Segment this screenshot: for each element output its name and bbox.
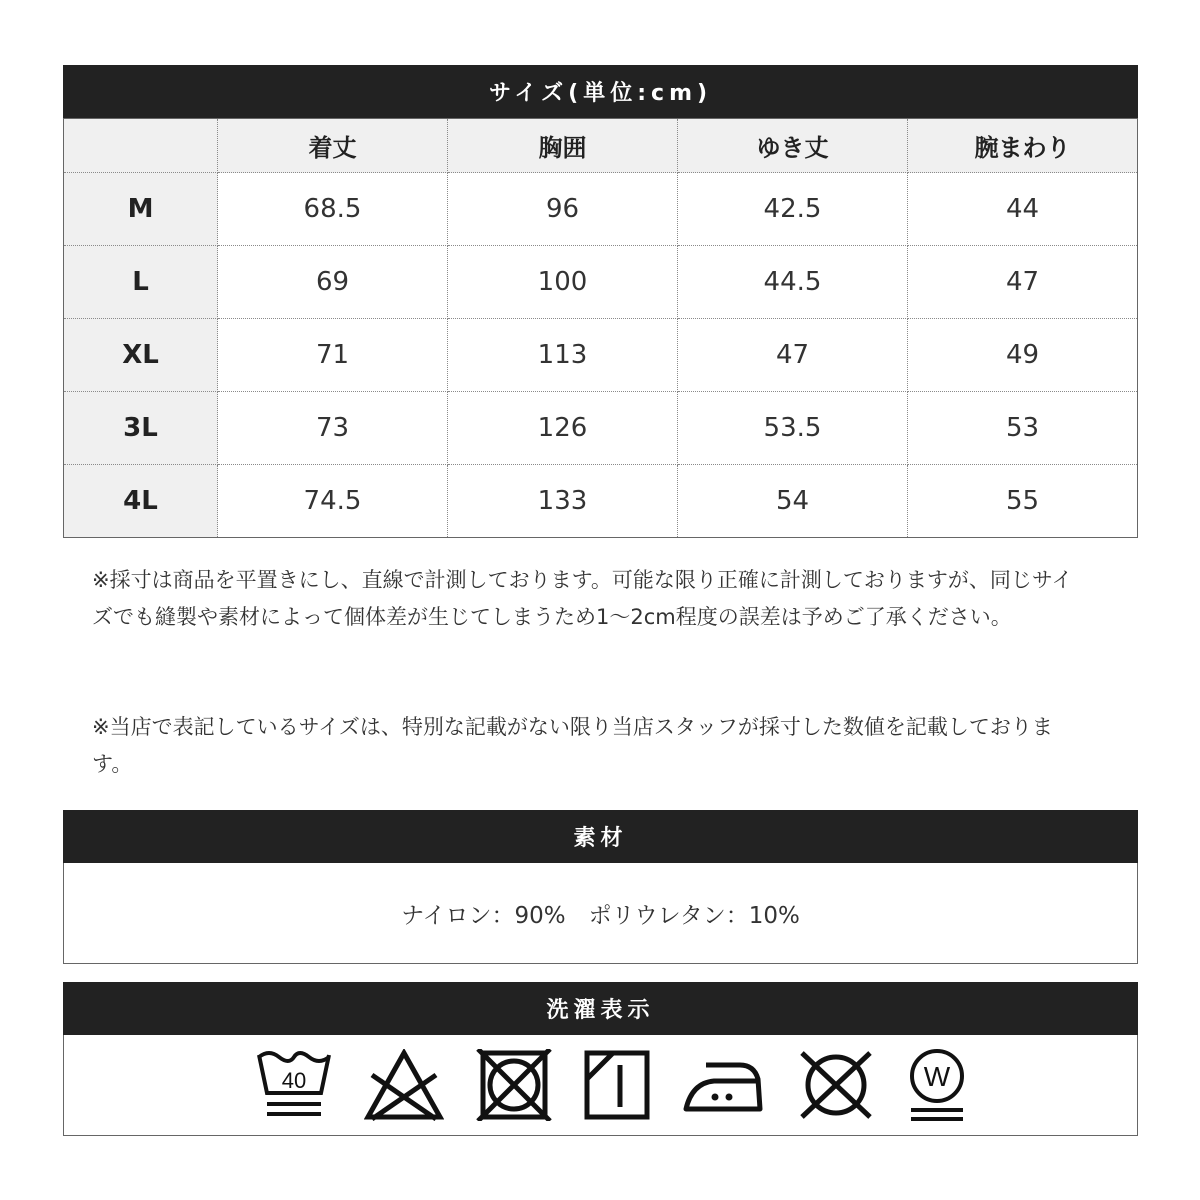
table-cell: 100 <box>448 246 678 319</box>
table-cell: 49 <box>908 319 1138 392</box>
table-cell: 44.5 <box>678 246 908 319</box>
table-cell: 42.5 <box>678 173 908 246</box>
column-header <box>64 119 218 173</box>
table-cell: 96 <box>448 173 678 246</box>
column-header-chest: 胸囲 <box>448 119 678 173</box>
table-cell: 53 <box>908 392 1138 465</box>
size-note: ※当店で表記しているサイズは、特別な記載がない限り当店スタッフが採寸した数値を記載しております。 <box>92 715 1053 776</box>
size-section-title: サイズ(単位:cm) <box>63 65 1138 118</box>
iron-low-icon <box>682 1049 764 1121</box>
care-section <box>63 982 1138 1136</box>
table-row <box>64 173 1138 246</box>
table-cell: 73 <box>218 392 448 465</box>
no-dry-clean-icon <box>796 1049 876 1121</box>
line-dry-shade-icon <box>583 1049 651 1121</box>
size-label: M <box>64 173 218 246</box>
care-icons-box <box>63 1035 1138 1136</box>
wet-clean-gentle-icon <box>907 1048 967 1122</box>
table-cell: 126 <box>448 392 678 465</box>
column-header-arm-circumference: 腕まわり <box>908 119 1138 173</box>
table-row <box>64 392 1138 465</box>
material-section <box>63 810 1138 964</box>
size-label: 3L <box>64 392 218 465</box>
wash-temp-label: 40 <box>281 1068 307 1093</box>
wet-clean-letter: W <box>923 1061 951 1092</box>
table-cell: 47 <box>908 246 1138 319</box>
table-cell: 113 <box>448 319 678 392</box>
table-cell: 71 <box>218 319 448 392</box>
column-header-length: 着丈 <box>218 119 448 173</box>
table-cell: 74.5 <box>218 465 448 538</box>
size-label: L <box>64 246 218 319</box>
size-label: XL <box>64 319 218 392</box>
table-cell: 68.5 <box>218 173 448 246</box>
table-cell: 133 <box>448 465 678 538</box>
size-label: 4L <box>64 465 218 538</box>
material-section-title: 素材 <box>63 810 1138 863</box>
table-header-row <box>64 119 1138 173</box>
table-cell: 55 <box>908 465 1138 538</box>
table-row <box>64 246 1138 319</box>
size-section <box>63 65 1138 538</box>
table-cell: 69 <box>218 246 448 319</box>
wash-40-gentle-icon <box>255 1049 333 1121</box>
material-text: ナイロン：90% ポリウレタン：10% <box>401 902 800 929</box>
table-row <box>64 319 1138 392</box>
table-cell: 53.5 <box>678 392 908 465</box>
care-section-title: 洗濯表示 <box>63 982 1138 1035</box>
measurement-note: ※採寸は商品を平置きにし、直線で計測しております。可能な限り正確に計測しておりますが、同じサイズでも縫製や素材によって個体差が生じてしまうため1〜2cm程度の誤差は予めご了承ください。 <box>92 568 1073 629</box>
table-cell: 47 <box>678 319 908 392</box>
table-row <box>64 465 1138 538</box>
material-box <box>63 863 1138 964</box>
size-table <box>63 118 1138 538</box>
column-header-sleeve-length: ゆき丈 <box>678 119 908 173</box>
table-cell: 54 <box>678 465 908 538</box>
no-tumble-dry-icon <box>476 1049 552 1121</box>
no-bleach-icon <box>364 1049 444 1121</box>
table-cell: 44 <box>908 173 1138 246</box>
